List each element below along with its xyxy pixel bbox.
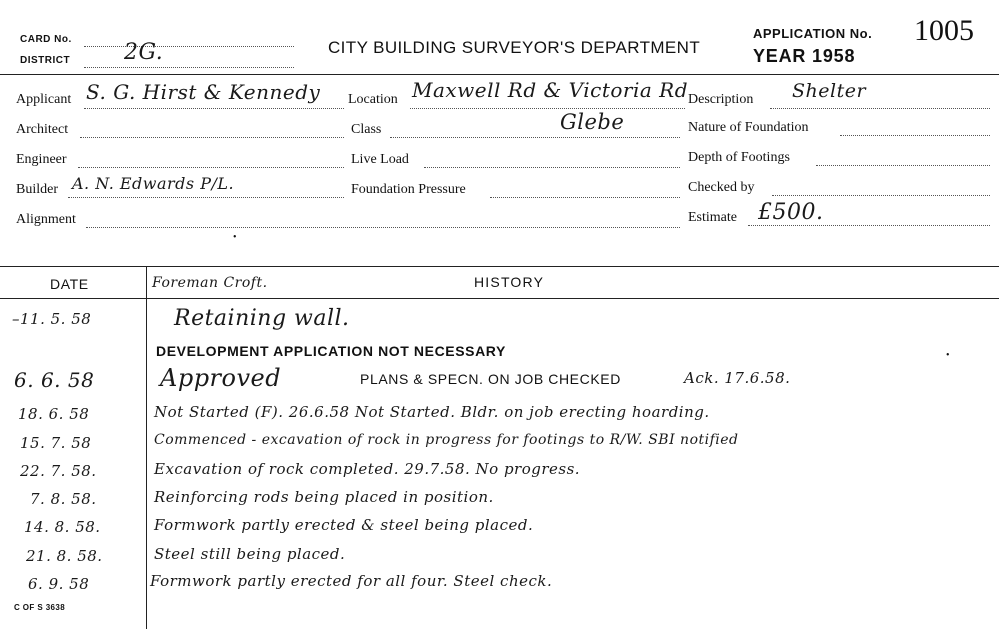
nature-of-foundation-label: Nature of Foundation (688, 120, 809, 135)
history-entry: Reinforcing rods being placed in position. (154, 488, 494, 506)
depth-of-footings-line (816, 165, 990, 166)
history-date: 6. 9. 58 (28, 575, 90, 593)
date-column-divider (146, 266, 147, 629)
engineer-label: Engineer (16, 152, 67, 167)
class-line (390, 137, 680, 138)
live-load-line (424, 167, 680, 168)
alignment-line (86, 227, 680, 228)
history-stamp: DEVELOPMENT APPLICATION NOT NECESSARY (156, 343, 506, 359)
history-entry: Not Started (F). 26.6.58 Not Started. Bldr. on job erecting hoarding. (154, 403, 710, 421)
history-entry: Excavation of rock completed. 29.7.58. No progress. (154, 460, 581, 478)
location-line (410, 108, 685, 109)
alignment-label: Alignment (16, 212, 76, 227)
district-line (84, 67, 294, 68)
form-code: C OF S 3638 (14, 603, 66, 612)
foundation-pressure-line (490, 197, 680, 198)
history-date: 18. 6. 58 (18, 405, 90, 423)
district-label: DISTRICT (20, 55, 71, 66)
history-date: –11. 5. 58 (12, 310, 92, 328)
year-label: YEAR 1958 (753, 46, 856, 66)
applicant-line (84, 108, 344, 109)
builder-label: Builder (16, 182, 58, 197)
history-date: 6. 6. 58 (14, 368, 95, 392)
application-number: 1005 (914, 14, 974, 47)
applicant-label: Applicant (16, 92, 72, 107)
history-entry: Retaining wall. (174, 306, 350, 331)
history-date: 15. 7. 58 (20, 434, 92, 452)
checked-by-label: Checked by (688, 180, 755, 195)
application-label: APPLICATION No. (753, 26, 873, 41)
history-entry: Formwork partly erected & steel being placed. (154, 516, 534, 534)
history-date: 22. 7. 58. (20, 462, 97, 480)
estimate-label: Estimate (688, 210, 737, 225)
history-date: 21. 8. 58. (26, 547, 103, 565)
checked-by-line (772, 195, 990, 196)
location-label: Location (348, 92, 398, 107)
builder-value: A. N. Edwards P/L. (72, 174, 235, 193)
history-date: 7. 8. 58. (30, 490, 97, 508)
builder-line (68, 197, 344, 198)
live-load-label: Live Load (351, 152, 409, 167)
district-value: 2G. (124, 40, 164, 65)
nature-of-foundation-line (840, 135, 990, 136)
card-no-line (84, 46, 294, 47)
department-title: CITY BUILDING SURVEYOR'S DEPARTMENT (328, 38, 701, 57)
class-label: Class (351, 122, 382, 137)
foreman-note: Foreman Croft. (152, 275, 268, 291)
history-stamp-note: Ack. 17.6.58. (684, 369, 791, 387)
description-value: Shelter (792, 80, 867, 102)
date-column-header: DATE (50, 276, 89, 292)
applicant-value: S. G. Hirst & Kennedy (86, 80, 321, 104)
estimate-line (748, 225, 990, 226)
history-column-header: HISTORY (474, 274, 545, 290)
history-entry: Approved (160, 364, 282, 392)
architect-line (80, 137, 344, 138)
description-label: Description (688, 92, 754, 107)
history-entry: Commenced - excavation of rock in progress for footings to R/W. SBI notified (154, 432, 739, 448)
depth-of-footings-label: Depth of Footings (688, 150, 790, 165)
foundation-pressure-label: Foundation Pressure (351, 182, 466, 197)
description-line (770, 108, 990, 109)
history-entry: Formwork partly erected for all four. Steel check. (150, 572, 553, 590)
history-stamp: PLANS & SPECN. ON JOB CHECKED (360, 371, 621, 387)
card-no-label: CARD No. (20, 34, 72, 45)
estimate-value: £500. (758, 200, 824, 225)
history-header-rule (0, 298, 999, 299)
location-value: Maxwell Rd & Victoria Rd (412, 78, 689, 102)
architect-label: Architect (16, 122, 69, 137)
ink-speck: • (946, 350, 950, 361)
history-entry: Steel still being placed. (154, 545, 346, 563)
class-value: Glebe (560, 110, 625, 134)
header-divider (0, 74, 999, 75)
history-top-rule (0, 266, 999, 267)
engineer-line (78, 167, 344, 168)
ink-speck: • (233, 232, 237, 243)
history-date: 14. 8. 58. (24, 518, 101, 536)
